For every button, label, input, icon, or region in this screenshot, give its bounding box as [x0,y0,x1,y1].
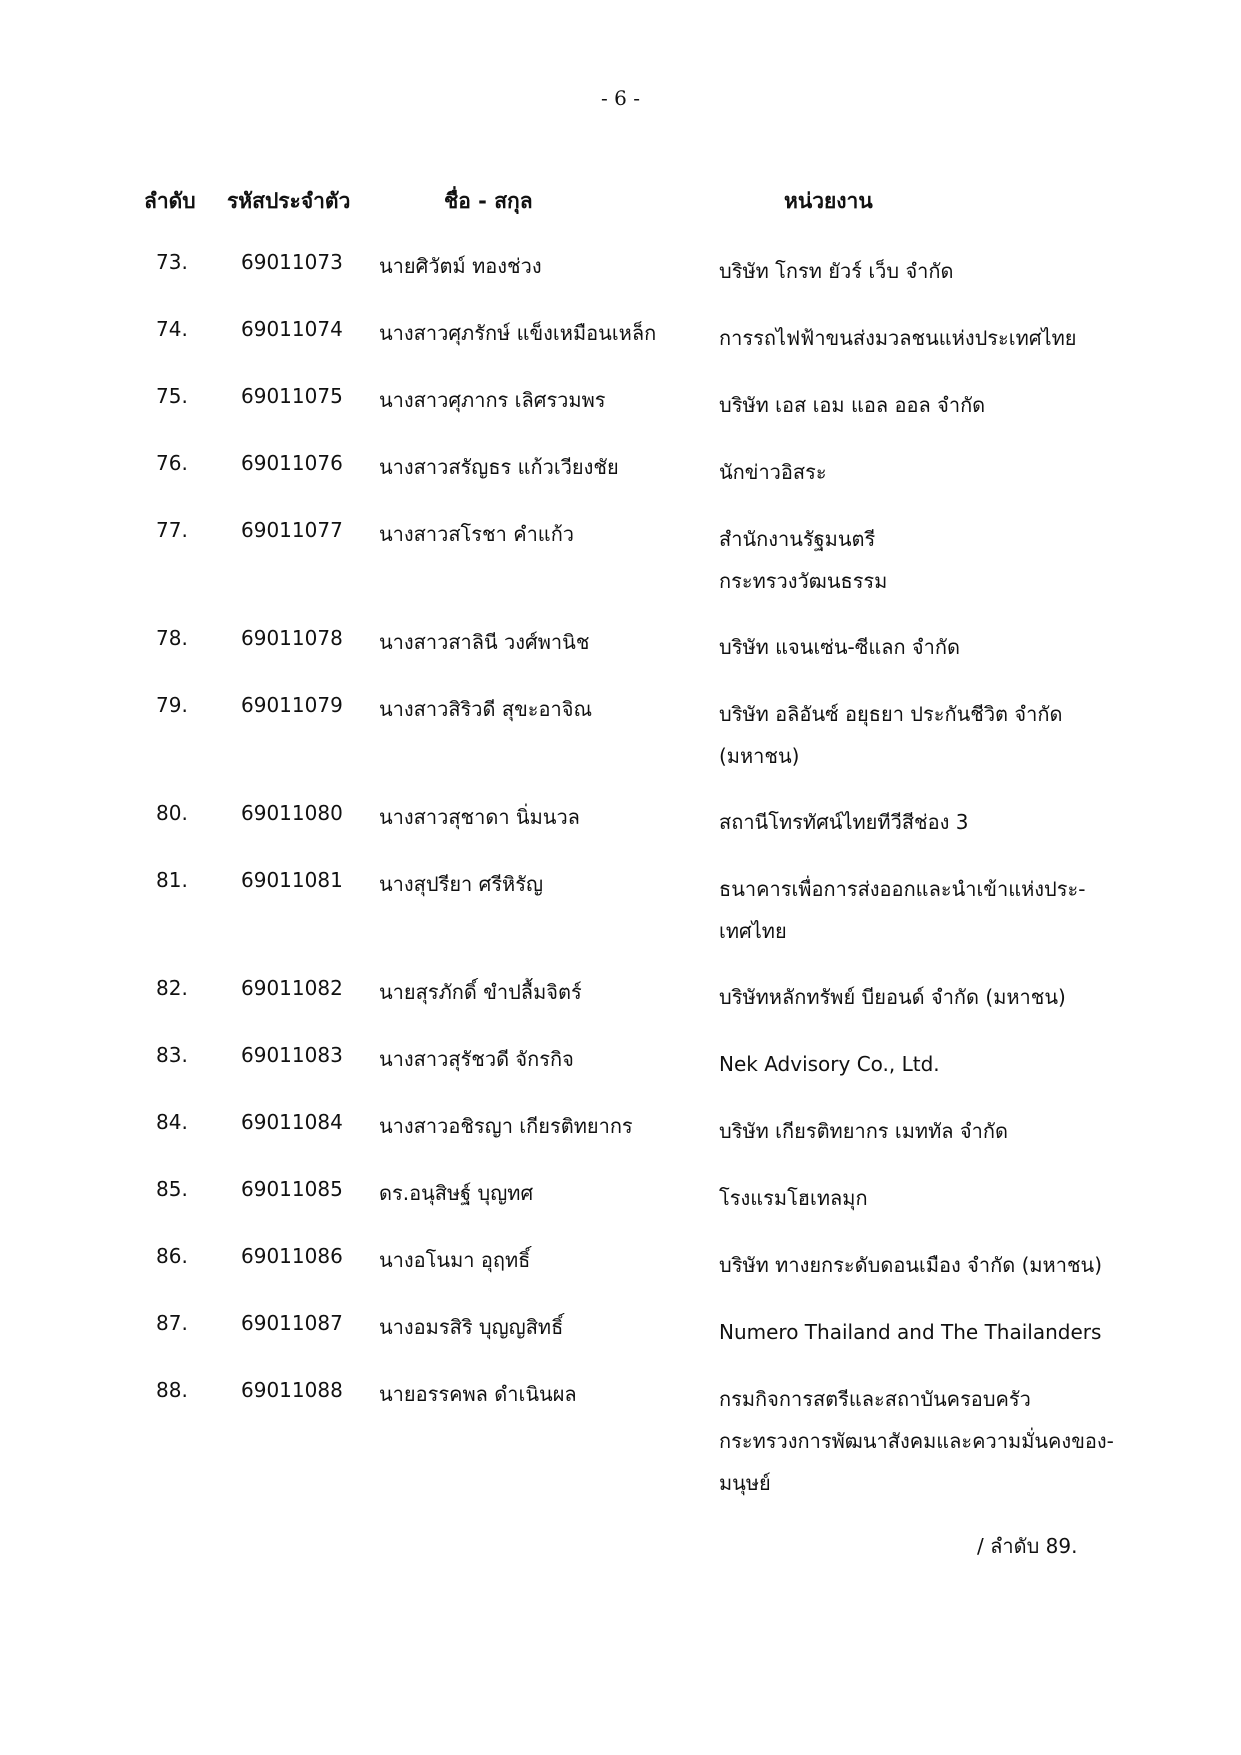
row-organization: Numero Thailand and The Thailanders [719,1320,1102,1344]
row-organization: บริษัท โกรท ยัวร์ เว็บ จำกัด [719,259,954,283]
row-organization: โรงแรมโฮเทลมุก [719,1186,868,1210]
row-id: 69011076 [241,451,343,475]
row-organization: เทศไทย [719,919,787,943]
row-organization: บริษัท เอส เอม แอล ออล จำกัด [719,393,986,417]
header-name: ชื่อ - สกุล [444,189,533,213]
row-number: 79. [156,693,188,717]
row-number: 73. [156,250,188,274]
row-name: นายอรรคพล ดำเนินผล [379,1382,577,1406]
row-id: 69011078 [241,626,343,650]
page-number: - 6 - [601,86,640,110]
row-id: 69011073 [241,250,343,274]
row-name: นางสาวศุภากร เลิศรวมพร [379,388,606,412]
row-number: 88. [156,1378,188,1402]
row-name: นายสุรภักดิ์ ขำปลื้มจิตร์ [379,980,582,1004]
header-organization: หน่วยงาน [784,189,873,213]
row-id: 69011080 [241,801,343,825]
row-organization: กระทรวงการพัฒนาสังคมและความมั่นคงของ- [719,1429,1114,1453]
row-name: นางอโนมา อุฤทธิ์ [379,1248,531,1272]
row-number: 78. [156,626,188,650]
row-id: 69011084 [241,1110,343,1134]
row-id: 69011082 [241,976,343,1000]
row-name: นางสาวสุรัชวดี จักรกิจ [379,1047,574,1071]
row-id: 69011088 [241,1378,343,1402]
row-name: นางสาวศุภรักษ์ แข็งเหมือนเหล็ก [379,321,657,345]
row-organization: ธนาคารเพื่อการส่งออกและนำเข้าแห่งประ- [719,877,1086,901]
row-organization: บริษัทหลักทรัพย์ บียอนด์ จำกัด (มหาชน) [719,985,1066,1009]
row-name: ดร.อนุสิษฐ์ บุญทศ [379,1181,534,1205]
header-order: ลำดับ [144,189,196,213]
row-id: 69011079 [241,693,343,717]
row-id: 69011075 [241,384,343,408]
row-id: 69011087 [241,1311,343,1335]
row-number: 85. [156,1177,188,1201]
row-number: 75. [156,384,188,408]
row-id: 69011086 [241,1244,343,1268]
row-organization: การรถไฟฟ้าขนส่งมวลชนแห่งประเทศไทย [719,326,1077,350]
row-number: 83. [156,1043,188,1067]
row-id: 69011074 [241,317,343,341]
row-number: 82. [156,976,188,1000]
row-id: 69011081 [241,868,343,892]
row-id: 69011083 [241,1043,343,1067]
row-name: นางอมรสิริ บุญญสิทธิ์ [379,1315,564,1339]
row-organization: สถานีโทรทัศน์ไทยทีวีสีช่อง 3 [719,810,969,834]
row-number: 87. [156,1311,188,1335]
row-organization: Nek Advisory Co., Ltd. [719,1052,940,1076]
row-name: นางสาวสาลินี วงศ์พานิช [379,630,590,654]
row-name: นางสาวสุชาดา นิ่มนวล [379,805,580,829]
row-organization: บริษัท แจนเซ่น-ซีแลก จำกัด [719,635,960,659]
header-id: รหัสประจำตัว [227,189,351,213]
row-name: นางสาวอชิรญา เกียรติทยากร [379,1114,633,1138]
row-id: 69011085 [241,1177,343,1201]
row-organization: บริษัท เกียรติทยากร เมททัล จำกัด [719,1119,1008,1143]
row-organization: (มหาชน) [719,744,800,768]
row-organization: กระทรวงวัฒนธรรม [719,569,888,593]
row-id: 69011077 [241,518,343,542]
row-name: นางสุปรียา ศรีหิรัญ [379,872,544,896]
row-number: 86. [156,1244,188,1268]
row-organization: สำนักงานรัฐมนตรี [719,527,876,551]
row-organization: บริษัท ทางยกระดับดอนเมือง จำกัด (มหาชน) [719,1253,1103,1277]
row-organization: นักข่าวอิสระ [719,460,827,484]
row-name: นายศิวัตม์ ทองช่วง [379,254,542,278]
row-name: นางสาวสิริวดี สุขะอาจิณ [379,697,592,721]
row-organization: มนุษย์ [719,1471,771,1495]
row-number: 76. [156,451,188,475]
continuation-note: / ลำดับ 89. [977,1534,1078,1558]
row-organization: กรมกิจการสตรีและสถาบันครอบครัว [719,1387,1031,1411]
row-number: 84. [156,1110,188,1134]
row-number: 77. [156,518,188,542]
row-name: นางสาวสโรชา คำแก้ว [379,522,575,546]
row-number: 81. [156,868,188,892]
row-name: นางสาวสรัญธร แก้วเวียงชัย [379,455,619,479]
row-number: 74. [156,317,188,341]
row-number: 80. [156,801,188,825]
row-organization: บริษัท อลิอันซ์ อยุธยา ประกันชีวิต จำกัด [719,702,1063,726]
